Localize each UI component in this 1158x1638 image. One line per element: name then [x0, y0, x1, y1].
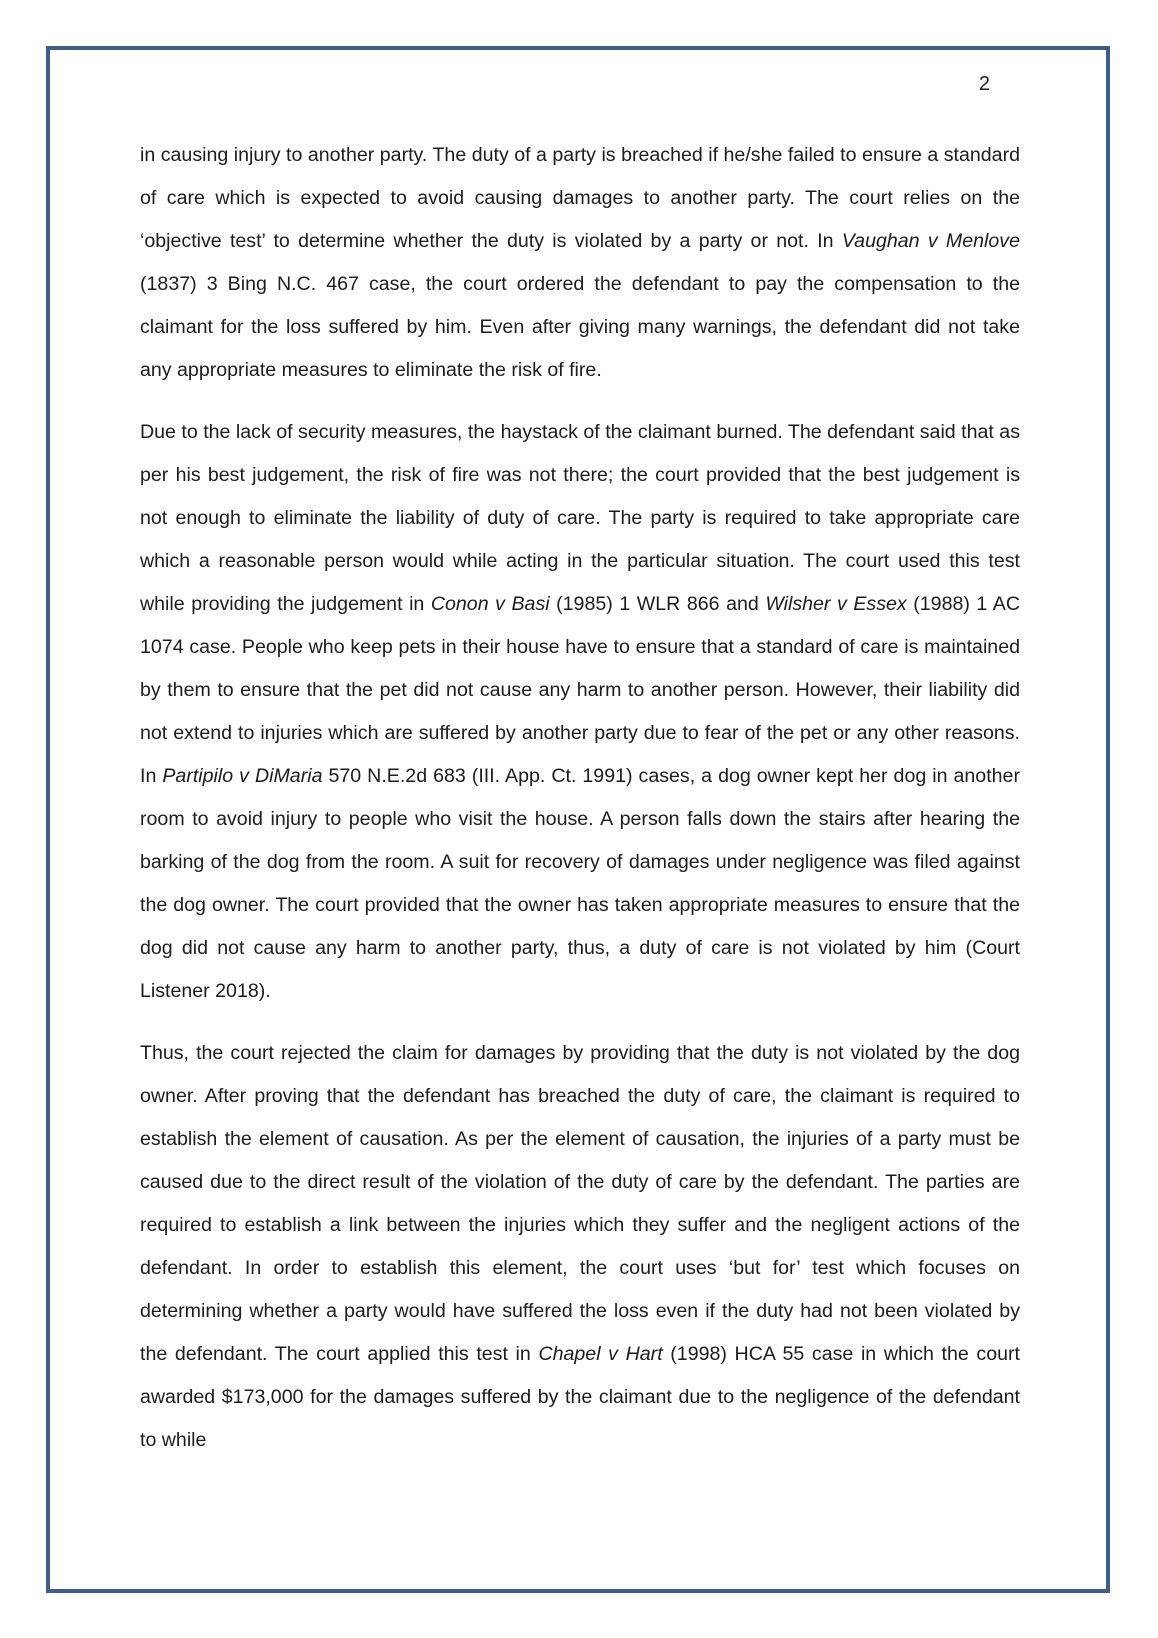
- document-body: [140, 134, 1020, 1481]
- paragraph-text: 570 N.E.2d 683 (III. App. Ct. 1991) cases, a dog owner kept her dog in another room to avoid injury to people who visit the house. A person falls down the stairs after hearing the barking of the dog from the room. A suit for recovery of damages under negligence was filed against the dog owner. The court provided that the owner has taken appropriate measures to ensure that the dog did not cause any harm to another party, thus, a duty of care is not violated by him (Court Listener 2018).: [140, 765, 1020, 1002]
- case-citation: Vaughan v Menlove: [841, 230, 1020, 252]
- case-citation: Conon v Basi: [430, 593, 550, 615]
- paragraph-3: [140, 1032, 1020, 1462]
- page-number: 2: [978, 73, 990, 95]
- paragraph-2: [140, 411, 1020, 1013]
- paragraph-text: (1998) HCA 55 case in which the court awarded $173,000 for the damages suffered by the claimant due to the negligence of the defendant to while: [140, 1343, 1020, 1451]
- paragraph-1: [140, 134, 1020, 392]
- paragraph-text: Thus, the court rejected the claim for damages by providing that the duty is not violated by the dog owner. After proving that the defendant has breached the duty of care, the claimant is required to establish the element of causation. As per the element of causation, the injuries of a party must be caused due to the direct result of the violation of the duty of care by the defendant. The parties are required to establish a link between the injuries which they suffer and the negligent actions of the defendant. In order to establish this element, the court uses ‘but for’ test which focuses on determining whether a party would have suffered the loss even if the duty had not been violated by the defendant. The court applied this test in: [140, 1042, 1020, 1365]
- paragraph-text: (1837) 3 Bing N.C. 467 case, the court ordered the defendant to pay the compensation to the claimant for the loss suffered by him. Even after giving many warnings, the defendant did not take any appropriate measures to eliminate the risk of fire.: [140, 273, 1020, 381]
- case-citation: Wilsher v Essex: [765, 593, 907, 615]
- paragraph-text: (1988) 1 AC 1074 case. People who keep pets in their house have to ensure that a standard of care is maintained by them to ensure that the pet did not cause any harm to another person. However, their liability did not extend to injuries which are suffered by another party due to fear of the pet or any other reasons. In: [140, 593, 1020, 787]
- case-citation: Chapel v Hart: [538, 1343, 663, 1365]
- paragraph-text: in causing injury to another party. The duty of a party is breached if he/she failed to ensure a standard of care which is expected to avoid causing damages to another party. The court relies on the ‘objective test’ to determine whether the duty is violated by a party or not. In: [140, 144, 1020, 252]
- paragraph-text: (1985) 1 WLR 866 and: [549, 593, 766, 615]
- case-citation: Partipilo v DiMaria: [162, 765, 323, 787]
- paragraph-text: Due to the lack of security measures, the haystack of the claimant burned. The defendant said that as per his best judgement, the risk of fire was not there; the court provided that the best judgement is not enough to eliminate the liability of duty of care. The party is required to take appropriate care which a reasonable person would while acting in the particular situation. The court used this test while providing the judgement in: [140, 421, 1020, 615]
